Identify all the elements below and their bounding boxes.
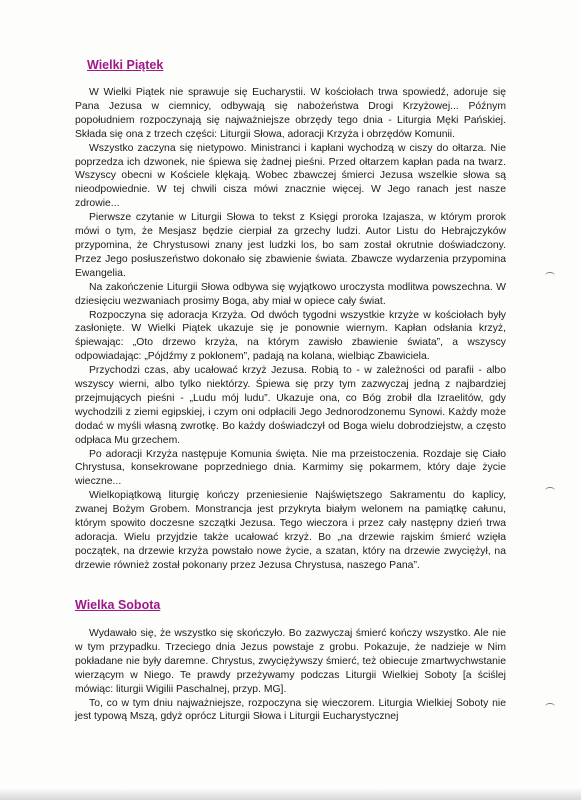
margin-mark xyxy=(545,487,555,494)
section-friday-body xyxy=(75,86,506,573)
paragraph: Przychodzi czas, aby ucałować krzyż Jezusa. Robią to - w zależności od parafii - albo wszyscy wierni, albo tylko niektórzy. Śpiewa się przy tym zazwyczaj jedną z najbardziej przejmujących pieśni - „Ludu mój ludu”. Ukazuje ona, co Bóg zrobił dla Izraelitów, gdy wychodzili z ziemi egipskiej, i czym oni odpłacili Jego Jednorodzonemu Synowi. Każdy może dodać w myśli własną zwrotkę. Bo każdy doświadczył od Boga wielu dobrodziejstw, a często odpłaca Mu grzechem. xyxy=(75,365,506,446)
paragraph: Wielkopiątkową liturgię kończy przeniesienie Najświętszego Sakramentu do kaplicy, zwanej Bożym Grobem. Monstrancja jest przykryta białym welonem na pamiątkę całunu, którym spowito doczesne szczątki Jezusa. Tego wieczora i przez cały następny dzień trwa adoracja. Wielu przyjdzie także ucałować krzyż. Bo „na drzewie rajskim śmierć wzięła początek, na drzewie krzyża powstało nowe życie, a szatan, który na drzewie zwyciężył, na drzewie również został pokonany przez Jezusa Chrystusa, naszego Pana”. xyxy=(75,490,506,571)
heading-wielka-sobota: Wielka Sobota xyxy=(75,598,161,612)
paragraph: W Wielki Piątek nie sprawuje się Eucharystii. W kościołach trwa spowiedź, adoruje się Pana Jezusa w ciemnicy, odbywają się nabożeństwa Drogi Krzyżowej... Późnym popołudniem rozpoczynają się najważniejsze obrzędy tego dnia - Liturgia Męki Pańskiej. Składa się ona z trzech części: Liturgii Słowa, adoracji Krzyża i obrzędów Komunii. xyxy=(75,87,506,140)
paragraph: Rozpoczyna się adoracja Krzyża. Od dwóch tygodni wszystkie krzyże w kościołach były zasłonięte. W Wielki Piątek ukazuje się je ponownie wiernym. Kapłan odsłania krzyż, śpiewając: „Oto drzewo krzyża, na którym zawisło zbawienie świata”, a wszyscy odpowiadając: „Pójdźmy z pokłonem”, padają na kolana, wielbiąc Zbawiciela. xyxy=(75,309,506,363)
section-saturday-body xyxy=(75,627,506,724)
paragraph: To, co w tym dniu najważniejsze, rozpoczyna się wieczorem. Liturgia Wielkiej Soboty nie jest typową Mszą, gdyż oprócz Liturgii Słowa i Liturgii Eucharystycznej xyxy=(75,697,506,723)
paragraph: Wydawało się, że wszystko się skończyło. Bo zazwyczaj śmierć kończy wszystko. Ale nie w tym przypadku. Trzeciego dnia Jezus powstaje z grobu. Pokazuje, że nadzieje w Nim pokładane nie były daremne. Chrystus, zwyciężywszy śmierć, też obiecuje zmartwychwstanie wierzącym w Niego. Te prawdy przeżywamy podczas Liturgii Wielkiej Soboty [a ściślej mówiąc: liturgii Wigilii Paschalnej, przyp. MG]. xyxy=(75,628,506,695)
margin-mark xyxy=(545,703,555,710)
heading-wielki-piatek: Wielki Piątek xyxy=(87,58,164,72)
scan-edge-shadow xyxy=(0,788,581,800)
paragraph: Pierwsze czytanie w Liturgii Słowa to tekst z Księgi proroka Izajasza, w którym prorok mówi o tym, że Mesjasz będzie cierpiał za grzechy ludzi. Autor Listu do Hebrajczyków przypomina, że Chrystusowi znany jest ludzki los, bo sam został okrutnie doświadczony. Przez Jego posłuszeństwo dokonało się zbawienie świata. Zbawcze wydarzenia przypomina Ewangelia. xyxy=(75,212,506,279)
paragraph: Po adoracji Krzyża następuje Komunia święta. Nie ma przeistoczenia. Rozdaje się Ciało Chrystusa, konsekrowane poprzedniego dnia. Karmimy się pokarmem, który daje życie wieczne... xyxy=(75,448,506,488)
margin-mark xyxy=(545,272,555,279)
paragraph: Wszystko zaczyna się nietypowo. Ministranci i kapłani wychodzą w ciszy do ołtarza. Nie poprzedza ich dzwonek, nie śpiewa się żadnej pieśni. Przed ołtarzem kapłan pada na twarz. Wszyscy obecni w Kościele klękają. Wobec zbawczej śmierci Jezusa wszelkie słowa są nieodpowiednie. W tej chwili cisza mówi znacznie więcej. W Jego ranach jest nasze zdrowie... xyxy=(75,142,506,210)
paragraph: Na zakończenie Liturgii Słowa odbywa się wyjątkowo uroczysta modlitwa powszechna. W dziesięciu wezwaniach prosimy Boga, aby miał w opiece cały świat. xyxy=(75,281,506,307)
